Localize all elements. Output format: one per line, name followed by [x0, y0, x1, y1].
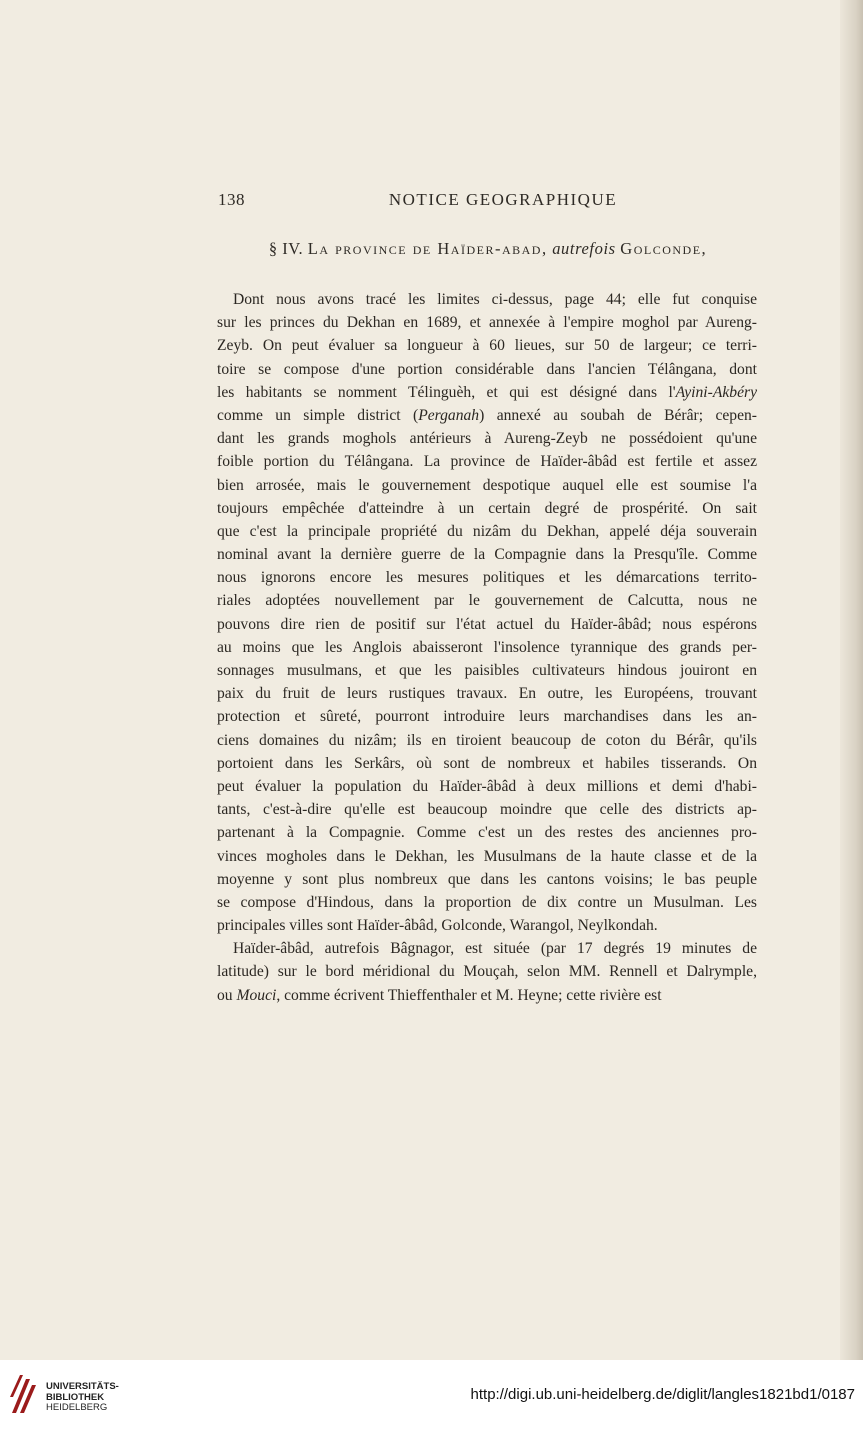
text-line: [217, 334, 757, 357]
text-line: [217, 636, 757, 659]
text-line: [217, 729, 757, 752]
text-segment: pouvons dire rien de positif sur l'état actuel du Haïder-âbâd; nous espérons: [217, 615, 757, 633]
text-line: [217, 427, 757, 450]
text-line: [217, 566, 757, 589]
text-line: [217, 311, 757, 334]
text-segment: partenant à la Compagnie. Comme c'est un des restes des anciennes pro-: [217, 824, 757, 842]
text-line: [217, 497, 757, 520]
text-segment: comme un simple district (: [217, 406, 419, 424]
text-segment: ciens domaines du nizâm; ils en tiroient beaucoup de coton du Bérâr, qu'ils: [217, 731, 757, 749]
text-segment: riales adoptées nouvellement par le gouvernement de Calcutta, nous ne: [217, 592, 757, 610]
italic-text: Perganah: [418, 406, 480, 424]
text-line: [217, 613, 757, 636]
heading-part-1: La province de Haïder-abad,: [307, 239, 548, 258]
text-segment: vinces mogholes dans le Dekhan, les Musulmans de la haute classe et de la: [217, 847, 757, 865]
section-number: § IV.: [268, 239, 308, 258]
text-segment: bien arrosée, mais le gouvernement despotique auquel elle est soumise l'a: [217, 476, 757, 494]
text-segment: toire se compose d'une portion considérable dans l'ancien Télângana, dont: [217, 360, 757, 378]
text-segment: foible portion du Télângana. La province de Haïder-âbâd est fertile et assez: [217, 453, 757, 471]
library-name-line-1: UNIVERSITÄTS-: [46, 1381, 119, 1392]
library-logo-icon: [8, 1373, 38, 1415]
text-line: [217, 891, 757, 914]
heading-part-2: Golconde,: [620, 239, 708, 258]
text-segment: au moins que les Anglois abaisseront l'insolence tyrannique des grands per-: [217, 638, 757, 656]
text-line: [217, 937, 757, 960]
text-segment: tants, c'est-à-dire qu'elle est beaucoup moindre que celle des districts ap-: [217, 801, 757, 819]
page-number: 138: [218, 190, 245, 209]
text-line: [217, 543, 757, 566]
text-segment: nous ignorons encore les mesures politiques et les démarcations territo-: [217, 569, 757, 587]
running-head: [218, 190, 758, 214]
page-edge: [840, 0, 863, 1360]
text-segment: portoient dans les Serkârs, où sont de nombreux et habiles tisserands. On: [217, 754, 757, 772]
text-segment: nominal avant la dernière guerre de la Compagnie dans la Presqu'île. Comme: [217, 546, 757, 564]
text-line: [217, 914, 757, 937]
text-segment: Zeyb. On peut évaluer sa longueur à 60 lieues, sur 50 de largeur; ce terri-: [217, 337, 757, 355]
text-segment: les habitants se nomment Télinguèh, et qui est désigné dans l': [217, 383, 676, 401]
viewer-footer: [0, 1360, 863, 1429]
library-name: [46, 1382, 119, 1414]
text-segment: latitude) sur le bord méridional du Mouçah, selon MM. Rennell et Dalrymple,: [217, 963, 757, 981]
text-line: [217, 845, 757, 868]
text-line: [217, 659, 757, 682]
text-line: [217, 450, 757, 473]
text-line: [217, 798, 757, 821]
section-heading: [218, 239, 758, 259]
text-line: [217, 682, 757, 705]
running-title: NOTICE GEOGRAPHIQUE: [388, 190, 618, 209]
text-segment: sur les princes du Dekhan en 1689, et annexée à l'empire moghol par Aureng-: [217, 314, 757, 332]
text-line: [217, 520, 757, 543]
text-segment: Dont nous avons tracé les limites ci-dessus, page 44; elle fut conquise: [233, 291, 757, 308]
text-line: [217, 589, 757, 612]
text-line: [217, 381, 757, 404]
text-segment: moyenne y sont plus nombreux que dans les cantons voisins; le bas peuple: [217, 870, 757, 888]
text-segment: principales villes sont Haïder-âbâd, Golconde, Warangol, Neylkondah.: [217, 917, 658, 935]
text-segment: dant les grands moghols antérieurs à Aureng-Zeyb ne possédoient qu'une: [217, 430, 757, 448]
text-line: [217, 474, 757, 497]
permalink-url[interactable]: http://digi.ub.uni-heidelberg.de/diglit/langles1821bd1/0187: [470, 1386, 855, 1403]
text-segment: toujours empêchée d'atteindre à un certain degré de prospérité. On sait: [217, 499, 757, 517]
text-segment: sonnages musulmans, et que les paisibles cultivateurs hindous jouiront en: [217, 662, 757, 679]
text-line: [217, 984, 757, 1007]
text-segment: que c'est la principale propriété du nizâm du Dekhan, appelé déja souverain: [217, 522, 757, 540]
text-line: [217, 868, 757, 891]
text-segment: protection et sûreté, pourront introduire leurs marchandises dans les an-: [217, 708, 757, 726]
library-name-line-2: BIBLIOTHEK: [46, 1391, 105, 1403]
text-line: [217, 404, 757, 427]
italic-text: Ayini-Akbéry: [675, 383, 757, 401]
text-segment: , comme écrivent Thieffenthaler et M. Heyne; cette rivière est: [276, 986, 662, 1004]
text-segment: Haïder-âbâd, autrefois Bâgnagor, est située (par 17 degrés 19 minutes de: [233, 940, 757, 958]
body-text: [217, 288, 757, 1007]
text-line: [217, 358, 757, 381]
italic-text: Mouci: [236, 986, 277, 1004]
heading-italic: autrefois: [552, 239, 616, 258]
text-segment: peut évaluer la population du Haïder-âbâd à deux millions et demi d'habi-: [217, 777, 757, 795]
text-line: [217, 705, 757, 728]
text-segment: ou: [217, 986, 237, 1004]
text-segment: ) annexé au soubah de Bérâr; cepen-: [479, 406, 757, 424]
text-line: [217, 960, 757, 983]
text-line: [217, 775, 757, 798]
text-line: [217, 288, 757, 311]
text-line: [217, 752, 757, 775]
text-segment: paix du fruit de leurs rustiques travaux. En outre, les Européens, trouvant: [217, 685, 757, 703]
text-segment: se compose d'Hindous, dans la proportion de dix contre un Musulman. Les: [217, 893, 757, 911]
text-line: [217, 821, 757, 844]
library-name-line-3: HEIDELBERG: [46, 1402, 108, 1413]
